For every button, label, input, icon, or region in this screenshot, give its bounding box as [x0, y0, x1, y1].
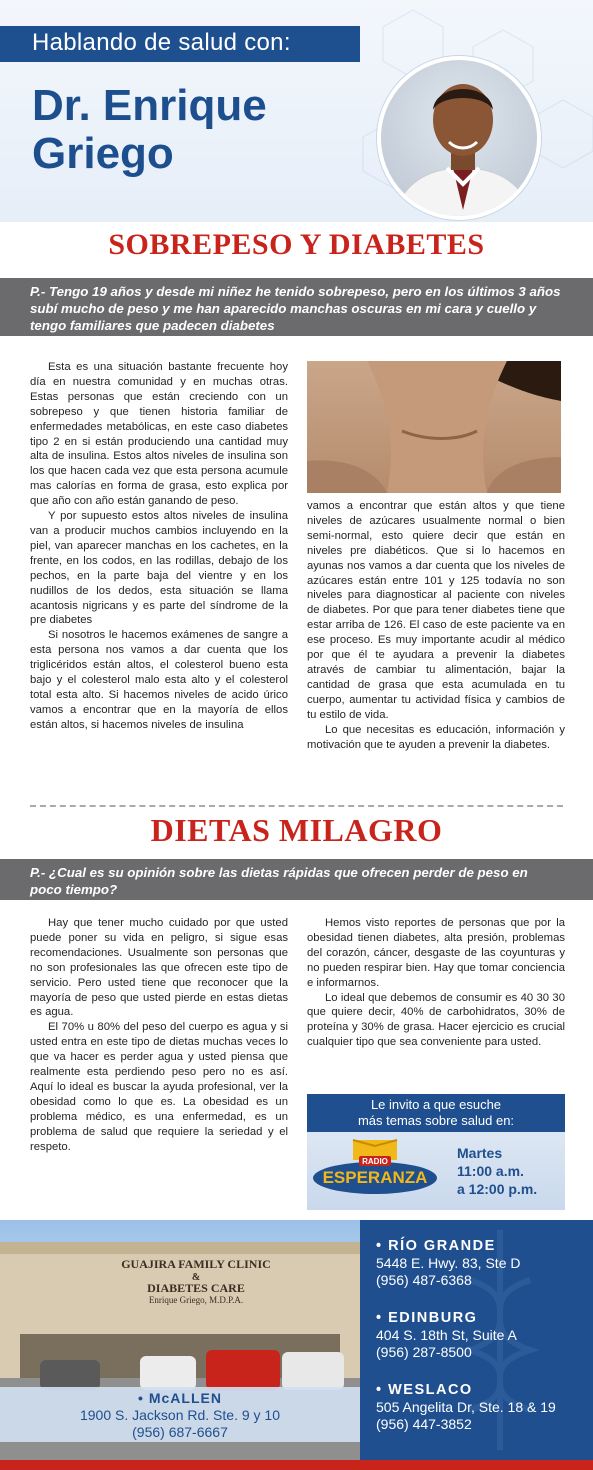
doctor-portrait	[377, 56, 541, 220]
location-phone: (956) 687-6667	[132, 1424, 228, 1440]
location-rio-grande	[376, 1238, 520, 1289]
tagline-bar	[0, 26, 360, 62]
doctor-name-line1: Dr. Enrique	[32, 81, 267, 130]
schedule-time1: 11:00 a.m.	[457, 1163, 524, 1179]
schedule-day: Martes	[457, 1145, 503, 1161]
radio-promo-header	[307, 1094, 565, 1132]
article2-question: P.- ¿Cual es su opinión sobre las dietas rápidas que ofrecen perder de peso en poco tiempo?	[0, 859, 593, 900]
location-city: • EDINBURG	[376, 1310, 478, 1326]
location-phone: (956) 287-8500	[376, 1344, 472, 1360]
article1-question: P.- Tengo 19 años y desde mi niñez he tenido sobrepeso, pero en los últimos 3 años subí mucho de peso y me han aparecido manchas oscuras en mi cara y cuello y tengo familiares que padecen diabetes	[0, 278, 593, 336]
paragraph: Esta es una situación bastante frecuente hoy día en nuestra comunidad y en muchas otras. Estas personas que están creciendo con un sobrepeso y que tienen historia familiar de enfermedades metabólicas, en este caso diabetes tipo 2 en si están produciendo una cantidad muy alta de insulina. Estos altos niveles de insulina son los que hacen cada vez que esta persona acumule mas calorías en forma de grasa, esto explica por que año con año están ganando de peso.	[30, 361, 288, 508]
promo-line2: más temas sobre salud en:	[357, 1113, 515, 1128]
location-city: • RÍO GRANDE	[376, 1238, 496, 1254]
promo-line1: Le invito a que esuche	[370, 1097, 502, 1112]
neck-illustration	[307, 361, 561, 493]
article1-column1	[30, 360, 288, 733]
paragraph: Hay que tener mucho cuidado por que usted puede poner su vida en peligro, si sigue esas recomendaciones. Usualmente son personas que no son profesionales las que ofrecen este tipo de servicio. Pero usted tiene que reconocer que la mayoría de peso que usted pierde en estas dietas es agua.	[30, 917, 288, 1019]
location-phone: (956) 447-3852	[376, 1416, 472, 1432]
paragraph: El 70% u 80% del peso del cuerpo es agua y si usted entra en este tipo de dietas muchas veces lo que va hacer es perder agua y usted piensa que realmente esta perdiendo peso pero no es así. Aquí lo ideal es buscar la ayuda profesional, ver la obesidad como lo que es. La obesidad es un problema médico, es una enfermedad, es un problema de salud que requiere la seriedad y el respeto.	[30, 1021, 288, 1153]
header	[0, 0, 593, 222]
paragraph: Lo ideal que debemos de consumir es 40 30 30 que quiere decir, 40% de carbohidratos, 30% de proteína y 30% de grasa. Hacer ejercicio es crucial cualquier tipo que sea conveniente para usted.	[307, 991, 565, 1049]
article1-column2	[307, 499, 565, 752]
location-address: 404 S. 18th St, Suite A	[376, 1327, 517, 1343]
article2-column2	[307, 916, 565, 1050]
location-city: • WESLACO	[376, 1382, 473, 1398]
paragraph: vamos a encontrar que están altos y que tiene niveles de azúcares usualmente normal o bien semi-normal, esto quiere decir que están en niveles pre diabéticos. Que si lo hacemos en ayunas nos vamos a dar cuenta que los niveles de azúcares están entre 101 y 125 todavía no son niveles para diagnosticar al paciente con niveles de diabetes. Por que para tener diabetes tiene que estar arriba de 126. El caso de este paciente va en ese proceso. Es muy importante acudir al médico por que él te ayudara a prevenir la diabetes através de cambiar tu alimentación, bajar la cantidad de grasa que esta acumulada en tu cuerpo, aumentar tu actividad física y cambios de tu estilo de vida.	[307, 500, 565, 721]
dashed-divider	[30, 805, 563, 807]
location-address: 505 Angelita Dr, Ste. 18 & 19	[376, 1399, 556, 1415]
paragraph: Hemos visto reportes de personas que por la obesidad tienen diabetes, alta presión, problemas del corazón, cáncer, desgaste de las coyunturas y no pueden respirar bien. Hay que tomar conciencia e informarnos.	[307, 917, 565, 989]
radio-schedule	[457, 1144, 537, 1198]
clinic-sign-line1: GUAJIRA FAMILY CLINIC	[121, 1257, 271, 1271]
location-address: 1900 S. Jackson Rd. Ste. 9 y 10	[79, 1407, 280, 1423]
location-edinburg	[376, 1310, 517, 1361]
paragraph: Si nosotros le hacemos exámenes de sangre a esta persona nos vamos a dar cuenta que los triglicéridos están altos, el colesterol bueno esta bajo y el colesterol malo esta alto y el colesterol total esta alto. Si hacemos niveles de acido úrico vamos a encontrar que en la mayoría de ellos están altos, si hacemos niveles de insulina	[30, 629, 288, 731]
clinic-sign-line2: &	[191, 1272, 201, 1283]
doctor-name-line2: Griego	[32, 129, 174, 178]
article1-title: SOBREPESO Y DIABETES	[108, 228, 485, 261]
bottom-red-strip	[0, 1460, 593, 1470]
neck-photo	[307, 361, 561, 493]
logo-esperanza-text: ESPERANZA	[322, 1168, 428, 1187]
paragraph: Y por supuesto estos altos niveles de insulina van a producir muchos cambios incluyendo en la piel, van aparecer manchas en los cachetes, en la frente, en los codos, en las rodillas, debajo de los pechos, en la parte baja del vientre y en los nudillos de los dedos, esta situación se llama acantosis nigricans y es parte del síndrome de la pre diabetes	[30, 510, 288, 627]
location-weslaco	[376, 1382, 556, 1433]
tagline: Hablando de salud con:	[32, 29, 291, 56]
schedule-time2: a 12:00 p.m.	[457, 1181, 538, 1197]
location-city: • McALLEN	[138, 1390, 222, 1406]
doctor-name	[32, 82, 362, 178]
article2-column1	[30, 916, 288, 1155]
logo-radio-text: RADIO	[362, 1157, 388, 1166]
article2-title: DIETAS MILAGRO	[150, 812, 443, 848]
location-phone: (956) 487-6368	[376, 1272, 472, 1288]
paragraph: Lo que necesitas es educación, información y motivación que te ayuden a prevenir la diabetes.	[307, 723, 565, 751]
location-address: 5448 E. Hwy. 83, Ste D	[376, 1255, 521, 1271]
clinic-sign-line3: DIABETES CARE	[147, 1281, 245, 1295]
clinic-sign-line4: Enrique Griego, M.D.P.A.	[148, 1295, 244, 1305]
radio-esperanza-logo	[307, 1132, 447, 1210]
location-mcallen	[0, 1387, 360, 1442]
